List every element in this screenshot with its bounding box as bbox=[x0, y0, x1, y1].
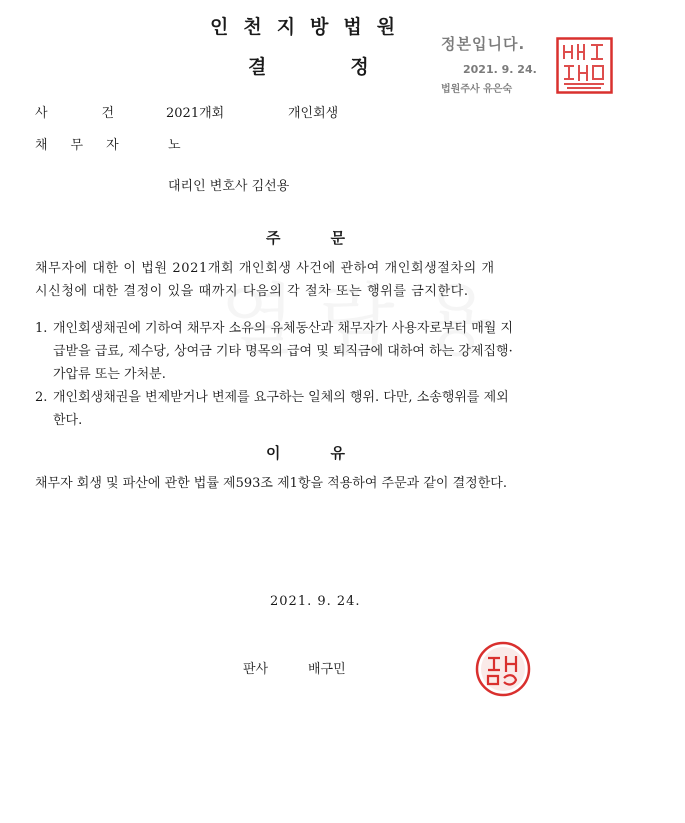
order-items bbox=[35, 317, 595, 432]
decision-date: 2021. 9. 24. bbox=[270, 594, 361, 609]
case-label: 사건 bbox=[35, 106, 169, 121]
document-type: 결정 bbox=[248, 56, 453, 78]
order-item-line: 한다. bbox=[53, 413, 83, 428]
order-intro-line: 시신청에 대한 결정이 있을 때까지 다음의 각 절차 또는 행위를 금지한다. bbox=[35, 284, 469, 299]
judge-name: 배구민 bbox=[308, 662, 346, 677]
court-name: 인천지방법원 bbox=[210, 16, 411, 38]
certification-notice: 정본입니다. bbox=[441, 35, 526, 53]
reason-heading: 이유 bbox=[266, 444, 395, 462]
case-name: 개인회생 bbox=[288, 106, 339, 121]
certification-stamp bbox=[441, 33, 537, 95]
order-intro bbox=[35, 257, 595, 303]
order-item bbox=[35, 386, 595, 432]
order-item-line: 개인회생채권을 변제받거나 변제를 요구하는 일체의 행위. 다만, 소송행위를 제외 bbox=[53, 390, 509, 405]
debtor-name: 노 bbox=[168, 138, 181, 153]
order-item-number: 2. bbox=[35, 390, 48, 405]
reason-text: 채무자 회생 및 파산에 관한 법률 제593조 제1항을 적용하여 주문과 같이 결정한다. bbox=[35, 476, 507, 491]
order-intro-line: 채무자에 대한 이 법원 2021개회 개인회생 사건에 관하여 개인회생절차의 개 bbox=[35, 261, 495, 276]
order-item-number: 1. bbox=[35, 321, 48, 336]
legal-agent: 대리인 변호사 김선용 bbox=[168, 179, 290, 194]
order-item-line: 가압류 또는 가처분. bbox=[53, 367, 166, 382]
judge-title: 판사 bbox=[243, 662, 269, 677]
case-number: 2021개회 bbox=[166, 106, 225, 121]
order-item-line: 급받을 급료, 제수당, 상여금 기타 명목의 급여 및 퇴직금에 대하여 하는 강제집행· bbox=[53, 344, 513, 359]
debtor-label: 채무자 bbox=[35, 138, 142, 153]
order-item bbox=[35, 317, 595, 386]
certification-date: 2021. 9. 24. bbox=[463, 63, 537, 76]
order-heading: 주문 bbox=[266, 229, 395, 247]
order-item-line: 개인회생채권에 기하여 채무자 소유의 유체동산과 채무자가 사용자로부터 매월 지 bbox=[53, 321, 514, 336]
court-seal-stamp bbox=[556, 37, 613, 94]
judge-seal-stamp bbox=[474, 640, 532, 698]
certification-officer: 법원주사 유은숙 bbox=[441, 84, 513, 95]
